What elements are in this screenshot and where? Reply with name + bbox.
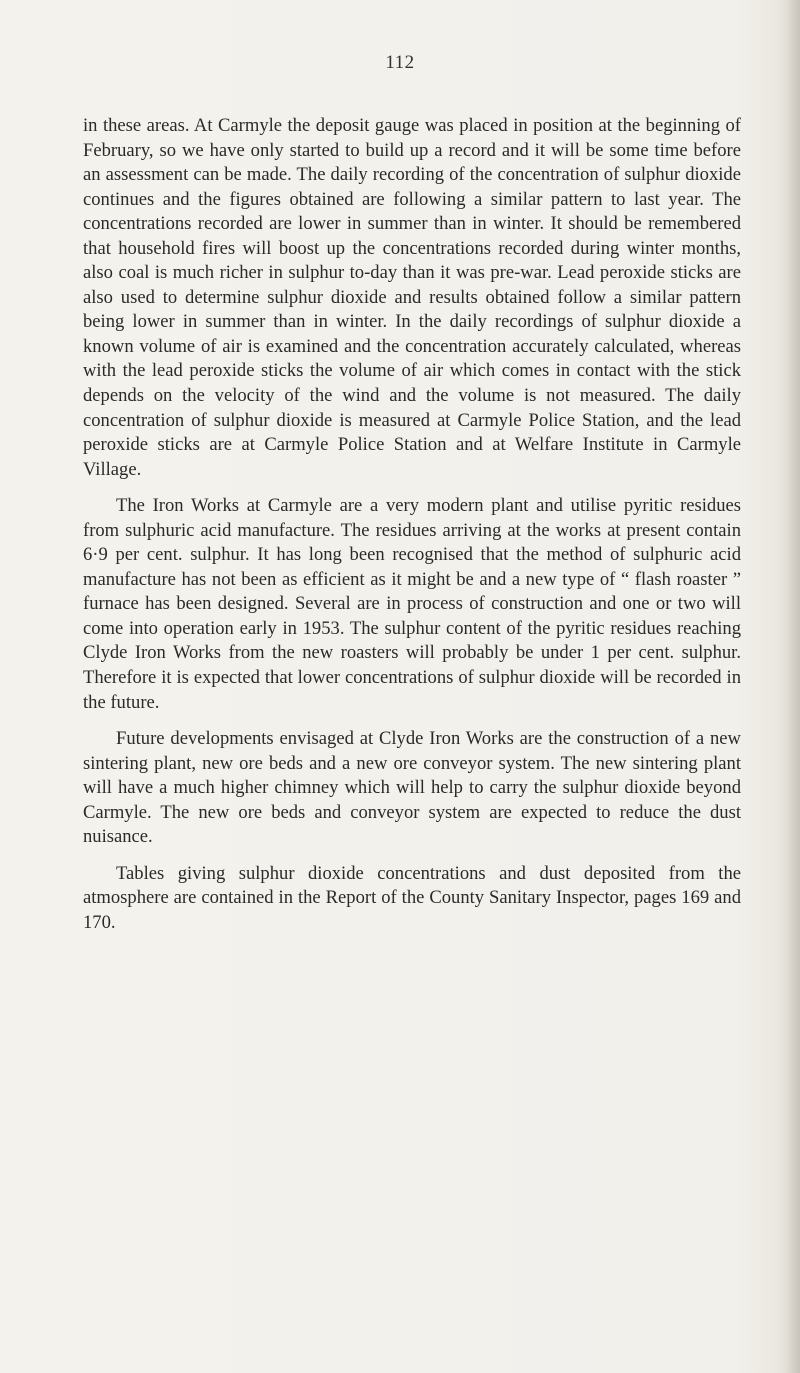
page-number: 112 [385, 52, 415, 73]
paragraph-future-developments: Future developments envisaged at Clyde Iron Works are the construction of a new sintering plant, new ore beds and a new ore conveyor system. The new sintering plant will have a much higher chimney which will help to carry the sulphur dioxide beyond Carmyle. The new ore beds and conveyor system are expected to reduce the dust nuisance. [83, 728, 741, 848]
paragraph-tables-reference: Tables giving sulphur dioxide concentrations and dust deposited from the atmosphere are contained in the Report of the County Sanitary Inspector, pages 169 and 170. [83, 862, 741, 933]
paragraph-carmyle-monitoring: in these areas. At Carmyle the deposit gauge was placed in position at the beginning of February, so we have only started to build up a record and it will be some time before an assessment can be made. The daily recording of the concentration of sulphur dioxide continues and the figures obtained are following a similar pattern to last year. The concentrations recorded are lower in summer than in winter. It should be remembered that household fires will boost up the concentrations recorded during winter months, also coal is much richer in sulphur to-day than it was pre-war. Lead peroxide sticks are also used to determine sulphur dioxide and results obtained follow a similar pattern being lower in summer than in winter. In the daily recordings of sulphur dioxide a known volume of air is examined and the concentration accurately calculated, whereas with the lead peroxide sticks the volume of air which comes in contact with the stick depends on the velocity of the wind and the volume is not measured. The daily concentration of sulphur dioxide is measured at Carmyle Police Station, and the lead peroxide sticks are at Carmyle Police Station and at Welfare Institute in Carmyle Village. [83, 115, 741, 480]
body-text [83, 114, 741, 936]
paragraph-iron-works: The Iron Works at Carmyle are a very modern plant and utilise pyritic residues from sulphuric acid manufacture. The residues arriving at the works at present contain 6·9 per cent. sulphur. It has long been recognised that the method of sulphuric acid manufacture has not been as efficient as it might be and a new type of “ flash roaster ” furnace has been designed. Several are in process of construction and one or two will come into operation early in 1953. The sulphur content of the pyritic residues reaching Clyde Iron Works from the new roasters will probably be under 1 per cent. sulphur. Therefore it is expected that lower concentrations of sulphur dioxide will be recorded in the future. [83, 495, 741, 713]
page-edge-shadow [786, 0, 800, 1373]
